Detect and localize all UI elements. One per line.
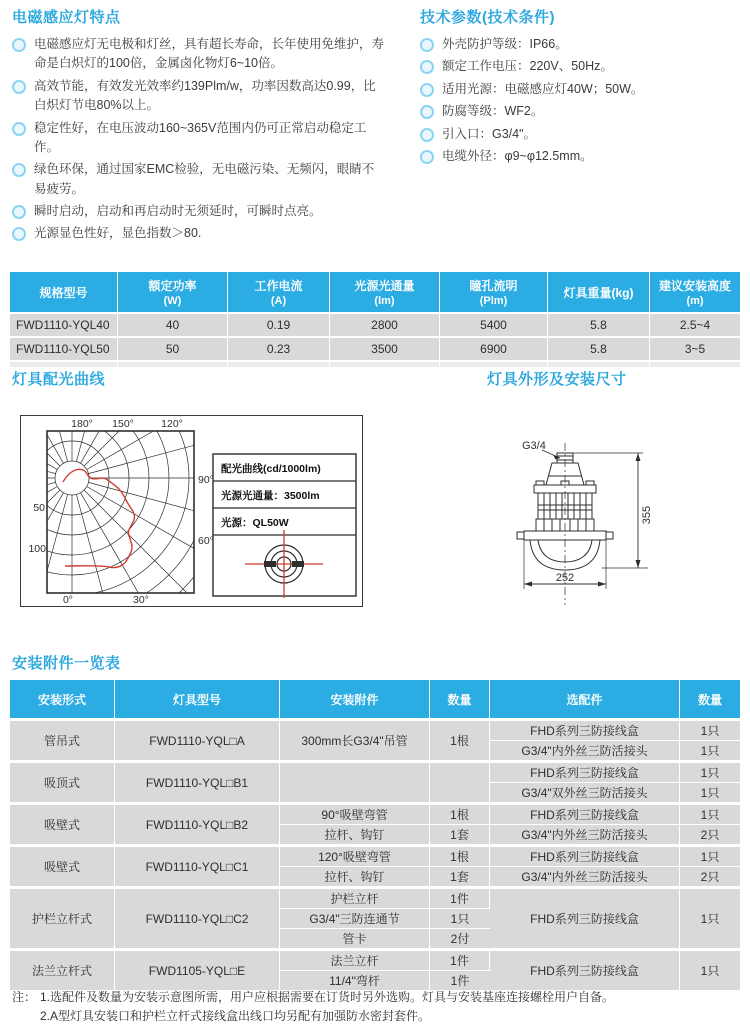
accessories-column-header: 灯具型号	[115, 680, 280, 718]
spec-cell: 40	[118, 312, 228, 336]
bullet-icon	[12, 205, 26, 219]
bullet-icon	[12, 80, 26, 94]
accessories-table-row	[10, 760, 740, 782]
accessories-cell: FHD系列三防接线盒	[490, 844, 680, 866]
accessories-cell: 1件	[430, 948, 490, 970]
lamp-drawing	[470, 437, 670, 609]
accessories-cell: 管卡	[280, 928, 430, 948]
accessories-cell: 120°吸壁弯管	[280, 844, 430, 866]
accessories-cell: 2付	[430, 928, 490, 948]
spec-column-header: 工作电流 (A)	[228, 272, 330, 312]
spec-table-body	[10, 312, 740, 360]
accessories-cell: FHD系列三防接线盒	[490, 802, 680, 824]
accessories-column-header: 安装形式	[10, 680, 115, 718]
features-list	[12, 35, 384, 244]
bullet-item	[420, 57, 740, 76]
accessories-cell	[280, 760, 430, 802]
accessories-cell: 1只	[680, 802, 740, 824]
accessories-table-row	[10, 802, 740, 824]
photometric-title: 灯具配光曲线	[12, 371, 106, 388]
accessories-cell: G3/4"三防连通节	[280, 908, 430, 928]
accessories-table-row	[10, 886, 740, 908]
spec-cell: 5400	[440, 312, 548, 336]
bullet-text: 光源显色性好，显色指数＞80.	[34, 226, 202, 241]
spec-cell: 3~5	[650, 336, 740, 360]
angle-label-90: 90°	[198, 474, 214, 486]
accessories-cell: 1只	[430, 908, 490, 928]
spec-cell: 5.8	[548, 312, 650, 336]
accessories-cell: FWD1105-YQL□E	[115, 948, 280, 990]
accessories-cell: 1只	[680, 740, 740, 760]
angle-label-0: 0°	[62, 594, 74, 606]
tech-params-title: 技术参数(技术条件)	[420, 9, 555, 26]
accessories-table-body	[10, 718, 740, 990]
accessories-cell: 1根	[430, 718, 490, 760]
spec-cell: 0.23	[228, 336, 330, 360]
accessories-cell: FWD1110-YQL□C2	[115, 886, 280, 948]
accessories-cell: FHD系列三防接线盒	[490, 948, 680, 990]
bullet-text: 稳定性好，在电压波动160~365V范围内仍可正常启动稳定工作。	[34, 120, 367, 154]
accessories-cell: 法兰立杆式	[10, 948, 115, 990]
features-section	[12, 6, 384, 247]
bullet-text: 防腐等级：WF2。	[442, 104, 544, 119]
accessories-cell: FWD1110-YQL□B2	[115, 802, 280, 844]
spec-cell: 2800	[330, 312, 440, 336]
accessories-cell: 拉杆、钩钉	[280, 866, 430, 886]
bullet-icon	[12, 38, 26, 52]
spec-column-header: 灯具重量(kg)	[548, 272, 650, 312]
angle-label-30: 30°	[133, 594, 149, 606]
accessories-cell: G3/4"内外丝三防活接头	[490, 824, 680, 844]
accessories-column-header: 数量	[430, 680, 490, 718]
bullet-icon	[420, 150, 434, 164]
legend-row-1: 配光曲线(cd/1000lm)	[221, 463, 321, 475]
bullet-text: 引入口：G3/4"。	[442, 126, 537, 141]
spec-cell: 0.19	[228, 312, 330, 336]
accessories-cell: 1套	[430, 866, 490, 886]
polar-grid	[21, 416, 287, 606]
spec-table-header	[10, 272, 740, 312]
bullet-item	[420, 35, 740, 54]
accessories-cell: 1套	[430, 824, 490, 844]
thread-size-label: G3/4	[522, 440, 546, 452]
accessories-cell: G3/4"内外丝三防活接头	[490, 866, 680, 886]
radius-label-50: 50	[33, 502, 45, 514]
accessories-cell: 11/4"弯杆	[280, 970, 430, 990]
angle-label-150: 150°	[112, 418, 134, 430]
accessories-cell: 1只	[680, 782, 740, 802]
bullet-item	[420, 147, 740, 166]
bullet-item	[12, 224, 384, 243]
bullet-text: 绿色环保，通过国家EMC检验，无电磁污染、无频闪，眼睛不易疲劳。	[34, 162, 375, 196]
spec-table-row	[10, 336, 740, 360]
accessories-column-header: 数量	[680, 680, 740, 718]
spec-column-header: 光源光通量 (lm)	[330, 272, 440, 312]
tech-params-list	[420, 35, 740, 166]
legend-row-3: 光源：QL50W	[221, 517, 289, 529]
spec-cell: 5.8	[548, 336, 650, 360]
accessories-cell: 1只	[680, 760, 740, 782]
accessories-table-row	[10, 948, 740, 970]
width-dim-label: 252	[555, 572, 575, 584]
bullet-item	[12, 202, 384, 221]
accessories-cell: 拉杆、钩钉	[280, 824, 430, 844]
spec-cell: 2.5~4	[650, 312, 740, 336]
bullet-text: 瞬时启动，启动和再启动时无须延时，可瞬时点亮。	[34, 204, 322, 218]
photometric-figure	[20, 415, 363, 607]
accessories-cell: 吸壁式	[10, 802, 115, 844]
accessories-table	[10, 680, 740, 990]
spec-column-header: 建议安装高度 (m)	[650, 272, 740, 312]
accessories-cell: 护栏立杆式	[10, 886, 115, 948]
polar-chart	[21, 416, 362, 606]
spec-column-header: 额定功率 (W)	[118, 272, 228, 312]
bullet-item	[420, 80, 740, 99]
accessories-cell: G3/4"内外丝三防活接头	[490, 740, 680, 760]
accessories-table-row	[10, 844, 740, 866]
accessories-column-header: 选配件	[490, 680, 680, 718]
lamp-symbol-icon	[245, 530, 323, 598]
bullet-icon	[420, 60, 434, 74]
accessories-table-row	[10, 718, 740, 740]
accessories-cell: FHD系列三防接线盒	[490, 718, 680, 740]
accessories-cell: 1只	[680, 886, 740, 948]
accessories-cell: 90°吸壁弯管	[280, 802, 430, 824]
accessories-cell: 管吊式	[10, 718, 115, 760]
accessories-cell: 1只	[680, 718, 740, 740]
accessories-cell: 法兰立杆	[280, 948, 430, 970]
accessories-cell: 1根	[430, 802, 490, 824]
spec-cell: FWD1110-YQL50	[10, 336, 118, 360]
bullet-text: 高效节能，有效发光效率约139Plm/w，功率因数高达0.99，比白炽灯节电80%以上。	[34, 78, 376, 113]
bullet-text: 电磁感应灯无电极和灯丝，具有超长寿命，长年使用免维护，寿命是白炽灯的100倍，金属卤化物灯6~10倍。	[34, 37, 385, 71]
accessories-cell: 吸顶式	[10, 760, 115, 802]
dimensions-title: 灯具外形及安装尺寸	[487, 371, 627, 388]
radius-label-100: 100	[28, 543, 46, 555]
accessories-cell: 2只	[680, 824, 740, 844]
accessories-cell: 2只	[680, 866, 740, 886]
note-line-1: 1.选配件及数量为安装示意图所需，用户应根据需要在订货时另外选购。灯具与安装基座连接螺栓用户自备。	[40, 990, 615, 1004]
spec-table-row	[10, 312, 740, 336]
tech-params-section	[420, 6, 740, 169]
height-dim-label: 355	[641, 505, 653, 525]
bullet-text: 电缆外径：φ9~φ12.5mm。	[442, 148, 593, 163]
legend-row-2: 光源光通量：3500lm	[221, 490, 320, 502]
spec-cell: 3500	[330, 336, 440, 360]
accessories-cell: FHD系列三防接线盒	[490, 760, 680, 782]
bullet-item	[12, 160, 384, 199]
accessories-cell: 300mm长G3/4"吊管	[280, 718, 430, 760]
accessories-cell: 1只	[680, 948, 740, 990]
bullet-text: 额定工作电压：220V、50Hz。	[442, 59, 613, 74]
features-title: 电磁感应灯特点	[12, 9, 121, 26]
note-prefix: 注：	[12, 990, 37, 1004]
bullet-item	[12, 77, 384, 116]
bullet-item	[420, 102, 740, 121]
accessories-table-header	[10, 680, 740, 718]
accessories-cell	[430, 760, 490, 802]
note-line-2: 2.A型灯具安装口和护栏立杆式接线盒出线口均另配有加强防水密封套件。	[40, 1008, 431, 1023]
bullet-item	[12, 119, 384, 158]
accessories-cell: FHD系列三防接线盒	[490, 886, 680, 948]
accessories-cell: 1只	[680, 844, 740, 866]
accessories-cell: FWD1110-YQL□B1	[115, 760, 280, 802]
bullet-text: 适用光源：电磁感应灯40W；50W。	[442, 81, 644, 96]
bullet-text: 外壳防护等级：IP66。	[442, 37, 568, 51]
spec-column-header: 规格型号	[10, 272, 118, 312]
accessories-column-header: 安装附件	[280, 680, 430, 718]
accessories-cell: 护栏立杆	[280, 886, 430, 908]
spec-cell: 50	[118, 336, 228, 360]
bullet-icon	[420, 128, 434, 142]
angle-label-180: 180°	[71, 418, 93, 430]
spec-cell: FWD1110-YQL40	[10, 312, 118, 336]
bullet-icon	[420, 38, 434, 52]
spec-cell: 6900	[440, 336, 548, 360]
bullet-icon	[12, 163, 26, 177]
bullet-icon	[420, 83, 434, 97]
bullet-icon	[12, 122, 26, 136]
angle-label-120: 120°	[161, 418, 183, 430]
bullet-item	[12, 35, 384, 74]
accessories-cell: 吸壁式	[10, 844, 115, 886]
accessories-cell: 1件	[430, 970, 490, 990]
spec-column-header: 瞳孔流明 (Plm)	[440, 272, 548, 312]
angle-label-60: 60°	[198, 535, 214, 547]
bullet-item	[420, 125, 740, 144]
accessories-cell: FWD1110-YQL□C1	[115, 844, 280, 886]
accessories-cell: G3/4"双外丝三防活接头	[490, 782, 680, 802]
footnotes	[12, 988, 738, 1025]
bullet-icon	[12, 227, 26, 241]
bullet-icon	[420, 105, 434, 119]
legend-box	[213, 454, 356, 598]
accessories-cell: 1根	[430, 844, 490, 866]
accessories-cell: 1件	[430, 886, 490, 908]
accessories-cell: FWD1110-YQL□A	[115, 718, 280, 760]
accessories-title: 安装附件一览表	[12, 655, 121, 672]
spec-table	[10, 272, 740, 367]
